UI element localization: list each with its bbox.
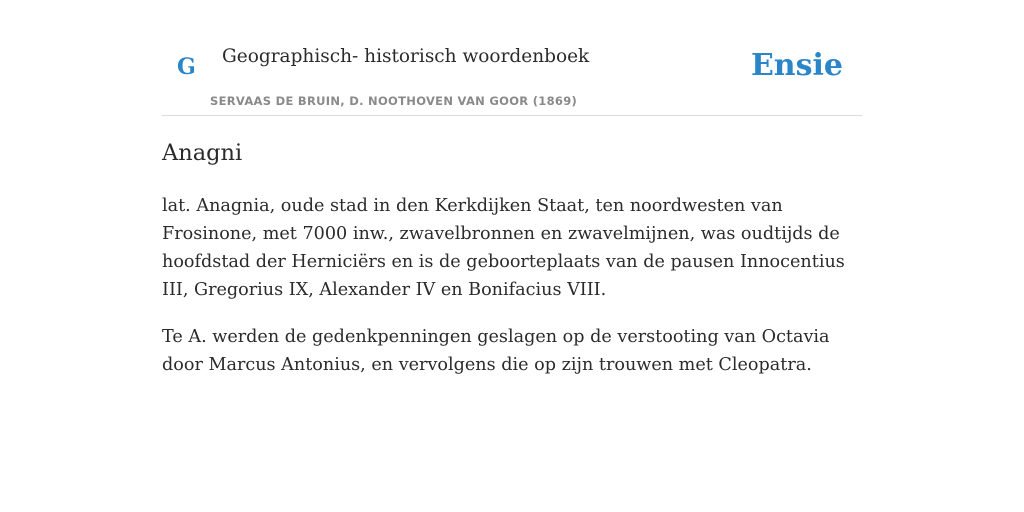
book-header — [162, 0, 862, 116]
page-container — [162, 0, 862, 375]
book-letter-icon[interactable]: G — [177, 54, 196, 80]
entry-body — [162, 192, 862, 398]
book-authors: SERVAAS DE BRUIN, D. NOOTHOVEN VAN GOOR (1869) — [210, 94, 578, 108]
entry-paragraph: lat. Anagnia, oude stad in den Kerkdijken Staat, ten noordwesten van Frosinone, met 7000 inw., zwavelbronnen en zwavelmijnen, was oudtijds de hoofdstad der Herniciërs en is de geboorteplaats van de pausen Innocentius III, Gregorius IX, Alexander IV en Bonifacius VIII. — [162, 196, 845, 300]
entry-title: Anagni — [162, 140, 243, 166]
entry-paragraph: Te A. werden de gedenkpenningen geslagen op de verstooting van Octavia door Marcus Antonius, en vervolgens die op zijn trouwen met Cleopatra. — [162, 327, 830, 375]
ensie-logo-link[interactable]: Ensie — [750, 48, 843, 83]
book-title-link[interactable]: Geographisch- historisch woordenboek — [222, 46, 590, 67]
